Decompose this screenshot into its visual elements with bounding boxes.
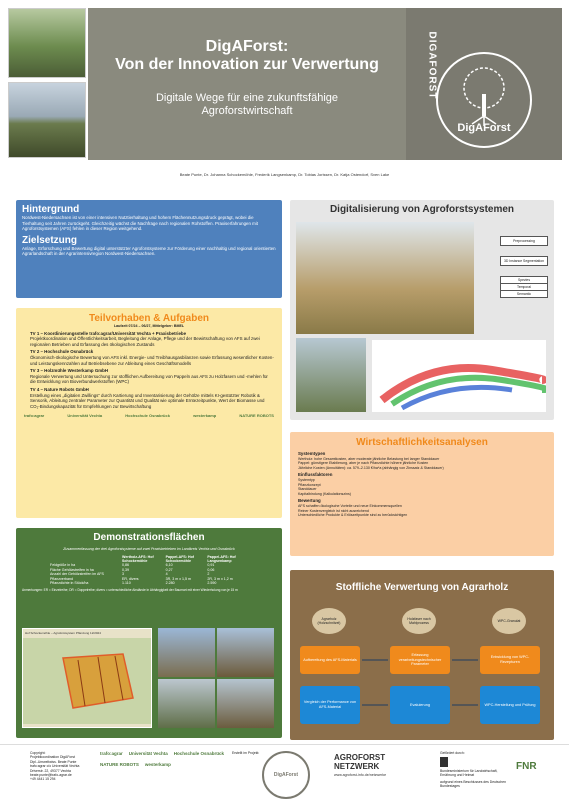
hintergrund-box [16,200,282,298]
team-photo [8,8,86,78]
flow-step: Preprocessing [500,236,548,246]
digital-flow [500,236,548,298]
list-item: Pflanzkonzept [298,482,321,487]
demo-table [50,555,248,586]
footer-digaforst-logo: DigAForst [262,751,310,799]
circle-holzfaser: Holzfaser nach Mahlprozess [402,608,436,634]
einflussfaktoren-heading: Einflussfaktoren [298,472,333,478]
list-item: Pappel: günstigere Etablierung, aber je nach Pflanzdichte höhere jährliche Kosten [298,461,429,466]
footer-funding: Gefördert durch: Bundesministerium für Landwirtschaft, Ernährung und Heimat aufgrund eines Beschlusses des Deutschen Bundestages [440,751,506,788]
zielsetzung-text: Anlage, Erforschung und Bewertung digital unterstützter Agroforstsysteme zur Förderung einer nachhaltig und regional orientierten Agrarlandschaft in der Agrarintensivregion Nordwest-Niedersachsen. [22,245,276,257]
list-item: Reiner Kostenvergleich ist nicht ausreichend [298,508,369,513]
field-work-photo [217,679,274,728]
flow-step: 3D Instance Segmentation [500,256,548,266]
footer [0,744,569,805]
field-photo [8,82,86,158]
poster-title: DigAForst: Von der Innovation zur Verwertung [115,38,379,73]
tv-item: TV 4 – Nature Robots GmbH Erstellung eines „digitalen Zwillings“ durch Kartierung und Inventarisierung der Gehölze mittels KI-gestützter Robotik & Sensorik, Ableitung zentraler Parameter zur Quantität und Qualität wie optimale Erntezeitpunkte, Wert der Biomasse und CO₂-Bindungskapazität für Empfehlungen zur Bewirtschaftung [30,386,265,409]
demo-table-caption: Zusammenfassung der drei Agroforstsysteme auf zwei Praxisbetrieben im Landkreis Vechta und Osnabrück [63,547,235,551]
flow-box-aufbereitung: Aufbereitung des AFS-Materials [300,646,360,674]
logo-nature-robots: NATURE ROBOTS [239,413,274,419]
flow-box-evaluierung: Evaluierung [390,686,450,724]
flow-box-vergleich: Vergleich der Performance von AFS-Material [300,686,360,724]
map-caption: Hof Schockemöhle – Agroforstsystem Pflanzung 12/2024 [25,631,101,635]
hintergrund-text: Nordwest-Niedersachsen ist von einer intensiven Nutztierhaltung und hohem Flächennutzungsdruck geprägt, wobei die Tierhaltung seit Jahren zurückgeht. Gleichzeitig wächst die Nachfrage nach regionalen Rohstoffen. Praxiserfahrungen mit Agroforstsystemen (AFS) fehlen in dieser Region weitgehend. [22,215,259,232]
flow-box-rezepturen: Entwicklung von WPC-Rezepturen [480,646,540,674]
wirtschaft-title: Wirtschaftlichkeitsanalysen [356,437,488,448]
list-item: Kapitalbindung (Kalkulationszins) [298,491,351,496]
list-item: Wertholz: hohe Gesamtkosten, aber moderate jährliche Belastung bei langer Standdauer [298,456,440,461]
demo-photos [158,628,274,728]
partner-logo: Universität Vechta [128,751,168,756]
systemtypen-heading: Systemtypen [298,451,326,456]
logo-name: DigAForst [457,122,511,134]
table-row: Feldgröße in ha 0,86 6,10 0,91 [50,563,215,568]
teilvorhaben-laufzeit: Laufzeit 07/24 – 06/27, Mittelgeber: BMEL [113,324,185,328]
verwertung-title: Stoffliche Verwertung von Agrarholz [335,582,509,593]
logo-uni-vechta: Universität Vechta [67,413,103,419]
demo-map [22,628,152,728]
robot-photo [296,338,366,412]
agroforst-netzwerk-logo: AGROFORST NETZWERK www.agroforst-info.de/netzwerke [334,753,387,777]
footer-partner-logos [100,751,230,767]
flow-box-erfassung: Erfassung verarbeitungstechnischer Parameter [390,646,450,674]
flow-box-herstellung: WPC-Herstellung und Prüfung [480,686,540,724]
logo-hs-osnabrueck: Hochschule Osnabrück [125,413,170,419]
teilvorhaben-box [16,308,282,518]
list-item: Systemtyp [298,477,315,482]
footer-in-cooperation: Erstellt im Projekt: [232,751,260,755]
authors: Beate Punte, Dr. Johanna Schockemöhle, Frederik Langsenkamp, Dr. Tobias Jorissen, Dr. Katja Ostendorf, Sven Lake [179,172,390,177]
tv-list [24,331,274,410]
table-row: Anzahl der Gehölzstreifen im AFS 3 4 2 [50,572,210,577]
bundesadler-icon [440,757,448,767]
list-item: AFS schaffen ökologische Vorteile und neue Einkommensquellen [298,503,402,508]
group-photo [158,679,215,728]
arrow-left [452,704,478,706]
digital-image [296,222,474,334]
table-header-row: Wertholz-AFS: Hof Schockemöhle Pappel-AFS: Hof Schockemöhle Pappel-AFS: Hof Langsenkamp [122,554,236,563]
tv-item: TV 1 – Koordinierungsstelle trafo:agrar/Universität Vechta + Praxisbetriebe Projektkoordination und Öffentlichkeitsarbeit, Begleitung der Anlage, Pflege und der Bewirtschaftung von AFS auf zwei regionalen Betrieben und Erfassung des ökologischen Zustands [30,330,260,347]
footer-contact: Copyright: Projektkoordination DigAForst Dipl.-Umweltwiss. Beate Punte trafo:agrar c/o Universität Vechta Driverstr. 22, 49377 Vechta beate.punte@trafo-agrar.de +49 4441 15 294 [30,751,80,782]
partner-logo: westerkamp [144,762,171,767]
bewertung-heading: Bewertung [298,498,321,504]
partner-logo: trafo:agrar [100,751,123,756]
logo-westerkamp: westerkamp [193,413,217,419]
fnr-logo: FNR [516,761,537,772]
digital-title: Digitalisierung von Agroforstsystemen [329,204,515,215]
flow-step: Spezies [500,276,548,284]
demo-footnote: Anmerkungen: ER = Einzelreihe; DR = Doppelreihe; divers = unterschiedliche Abstände in Abhängigkeit der Baumart mit einer Wiederholung von je 15 m [22,588,238,593]
demo-title: Demonstrationsflächen [93,532,205,543]
list-item: Jährliche Kosten (Annuitäten): ca. 579–2.130 €/ha*a (abhängig von Zinssatz & Standdauer) [298,465,444,470]
partner-logo: Hochschule Osnabrück [173,751,225,756]
verwertung-box [290,570,554,740]
circle-agrarholz: Agrarholz (Holzschnitzel) [312,608,346,634]
list-item: Standdauer [298,487,317,492]
teilvorhaben-title: Teilvorhaben & Aufgaben [88,313,209,324]
teilvorhaben-logos [24,413,274,418]
tv-item: TV 2 – Hochschule Osnabrück Ökonomisch-ökologische Bewertung von AFS inkl. Energie- und Treibhausgasbilanzen sowie Erfassung wesentlicher Kosten- und Leistungskennzahlen auf Betriebsebene zur Ableitung eines Geschäftsmodells [30,349,274,366]
flow-step: Semantic [500,291,548,298]
pointcloud-icon [372,340,546,412]
arrow-left [362,704,388,706]
demo-box [16,528,282,738]
partner-logo: NATURE ROBOTS [100,762,139,767]
table-row: Pflanzverband ER, divers 3R, 3 m x 1,5 m 2R, 3 m x 1,2 m [50,576,233,581]
logo-vertical-text: DIGAFORST [426,31,438,100]
hintergrund-title: Hintergrund [22,204,80,215]
circle-wpc: WPC-Granulat [492,608,526,634]
poster-subtitle: Digitale Wege für eine zukunftsfähige Agroforstwirtschaft [155,92,338,117]
arrow-right [452,659,478,661]
tv-item: TV 3 – Holzmühle Westerkamp GmbH Regionale Verwertung und Untersuchung zur stofflichen Aufbereitung von Pappeln aus AFS zu Holzfasern und -mehlen für die Entwicklung von Bioverbundwerkstoffen (WPC) [30,368,268,385]
list-item: Unterschiedliche Produkte & Erlöszeitpunkte sind zu berücksichtigen [298,513,408,518]
arrow-right [362,659,388,661]
machine-photo [217,628,274,677]
logo-trafo-agrar: trafo:agrar [24,413,45,419]
header-band [88,8,406,160]
pointcloud-image [372,340,546,412]
wirtschaft-box [290,432,554,556]
zielsetzung-title: Zielsetzung [22,234,78,246]
flow-step: Temporal [500,284,548,291]
digital-box [290,200,554,420]
table-row: Fläche Gehölzstreifen in ha 0,39 0,27 0,06 [50,567,215,572]
table-row: Pflanzdichte in Stück/ha 1.110 2.280 2.590 [50,581,217,586]
planting-photo [158,628,215,677]
field-map-icon [23,638,151,724]
